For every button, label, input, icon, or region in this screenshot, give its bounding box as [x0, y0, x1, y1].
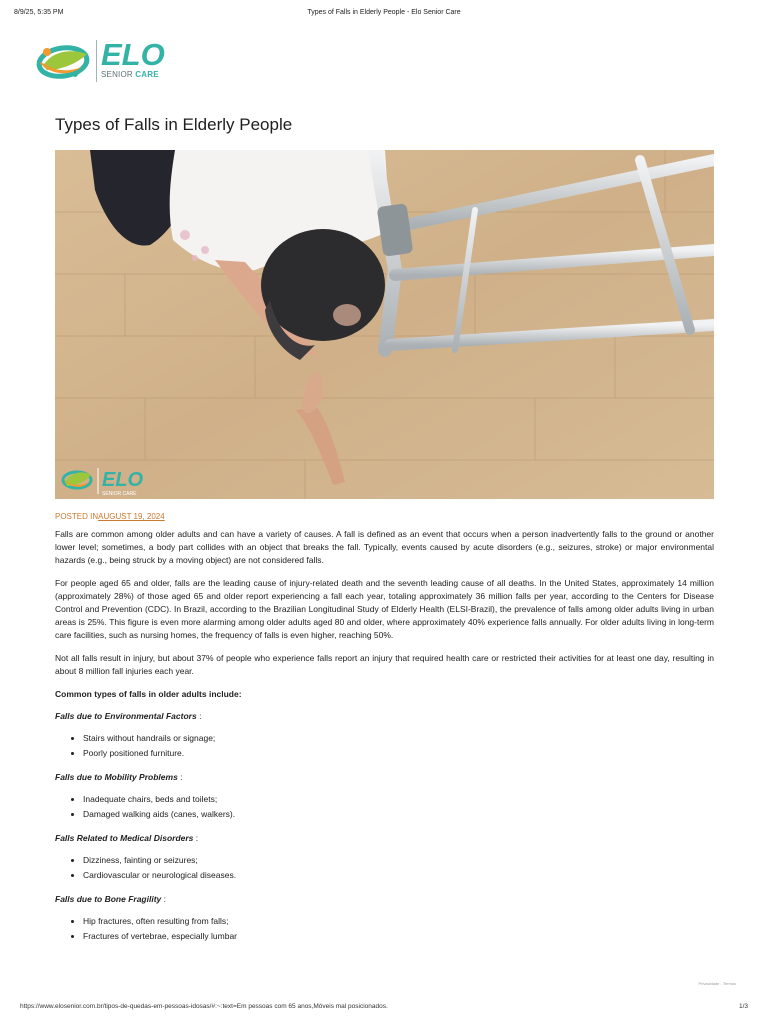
- print-document-title: Types of Falls in Elderly People - Elo Senior Care: [307, 9, 461, 16]
- elo-logo[interactable]: [35, 37, 175, 84]
- category-heading: [55, 771, 714, 784]
- logo-brand: ELO: [101, 37, 165, 72]
- category-title: Falls Related to Medical Disorders: [55, 833, 194, 843]
- category-colon: :: [177, 772, 183, 782]
- paragraph: Falls are common among older adults and can have a variety of causes. A fall is defined as an event that occurs when a person inadvertently falls to the ground or another lower level; sometimes, a body part collides with an object that breaks the fall. Typically, events caused by acute disorders (e.g., seizures, stroke) or major environmental hazards (e.g., being struck by a moving object) are not considered falls.: [55, 529, 714, 565]
- category-title: Falls due to Mobility Problems: [55, 772, 178, 782]
- category-list: [55, 731, 714, 761]
- paragraph: For people aged 65 and older, falls are the leading cause of injury-related death and the seventh leading cause of all deaths. In the United States, approximately 14 million (approximately 28%) of those aged 65 and older report experiencing a fall each year, totaling approximately 36 million falls per year, according to the Centers for Disease Control and Prevention (CDC). In Brazil, according to the Brazilian Longitudinal Study of Elderly Health (ELSI-Brazil), the prevalence of falls among older adults living in urban areas is 25%. This figure is even more alarming among older adults aged 80 and older, where approximately 40% experience falls annually. For older adults living in long-term care facilities, such as nursing homes, the frequency of falls is even higher, reaching 50%.: [55, 578, 714, 640]
- article-hero-image: [55, 150, 714, 499]
- list-item: • Dizziness, fainting or seizures;: [83, 853, 714, 868]
- paragraph: Not all falls result in injury, but about 37% of people who experience falls report an injury that required health care or restricted their activities for at least one day, resulting in about 8 million fall injuries each year.: [55, 653, 714, 676]
- list-item: • Poorly positioned furniture.: [83, 746, 714, 761]
- list-item: • Damaged walking aids (canes, walkers).: [83, 807, 714, 822]
- category-list: [55, 792, 714, 822]
- print-url: https://www.elosenior.com.br/tipos-de-quedas-em-pessoas-idosas/#:~:text=Em pessoas com 65 anos,Móveis mal posicionados.: [20, 1003, 388, 1010]
- category-colon: :: [196, 711, 202, 721]
- category-heading: [55, 832, 714, 845]
- list-item: • Inadequate chairs, beds and toilets;: [83, 792, 714, 807]
- logo-divider: [96, 40, 97, 82]
- recaptcha-note[interactable]: Privacidade - Termos: [698, 981, 736, 986]
- image-watermark-brand: ELO: [102, 469, 144, 491]
- posted-in: [55, 512, 165, 521]
- print-datetime: 8/9/25, 5:35 PM: [14, 9, 64, 16]
- elo-logo-icon: [35, 40, 95, 84]
- list-item: • Cardiovascular or neurological diseases.: [83, 868, 714, 883]
- category-colon: :: [161, 894, 166, 904]
- posted-date-link[interactable]: AUGUST 19, 2024: [98, 512, 165, 521]
- article-title: Types of Falls in Elderly People: [55, 115, 293, 134]
- article-body: [55, 528, 714, 954]
- posted-prefix: POSTED IN: [55, 512, 99, 521]
- category-colon: :: [193, 833, 199, 843]
- category-title: Falls due to Environmental Factors: [55, 711, 197, 721]
- list-item: • Stairs without handrails or signage;: [83, 731, 714, 746]
- logo-tagline-care: CARE: [135, 70, 159, 79]
- category-list: [55, 853, 714, 883]
- list-item: • Hip fractures, often resulting from falls;: [83, 914, 714, 929]
- print-header: [14, 9, 754, 23]
- list-heading: Common types of falls in older adults include:: [55, 689, 242, 699]
- category-list: [55, 914, 714, 944]
- logo-tagline-prefix: SENIOR: [101, 70, 136, 79]
- print-page-number: 1/3: [738, 1003, 748, 1010]
- category-heading: [55, 893, 714, 906]
- image-watermark-sub: SENIOR CARE: [102, 491, 137, 497]
- list-item: • Fractures of vertebrae, especially lumbar: [83, 929, 714, 944]
- category-title: Falls due to Bone Fragility: [55, 894, 162, 904]
- logo-tagline: [101, 70, 159, 80]
- category-heading: [55, 710, 714, 723]
- elderly-fall-photo: [55, 150, 714, 499]
